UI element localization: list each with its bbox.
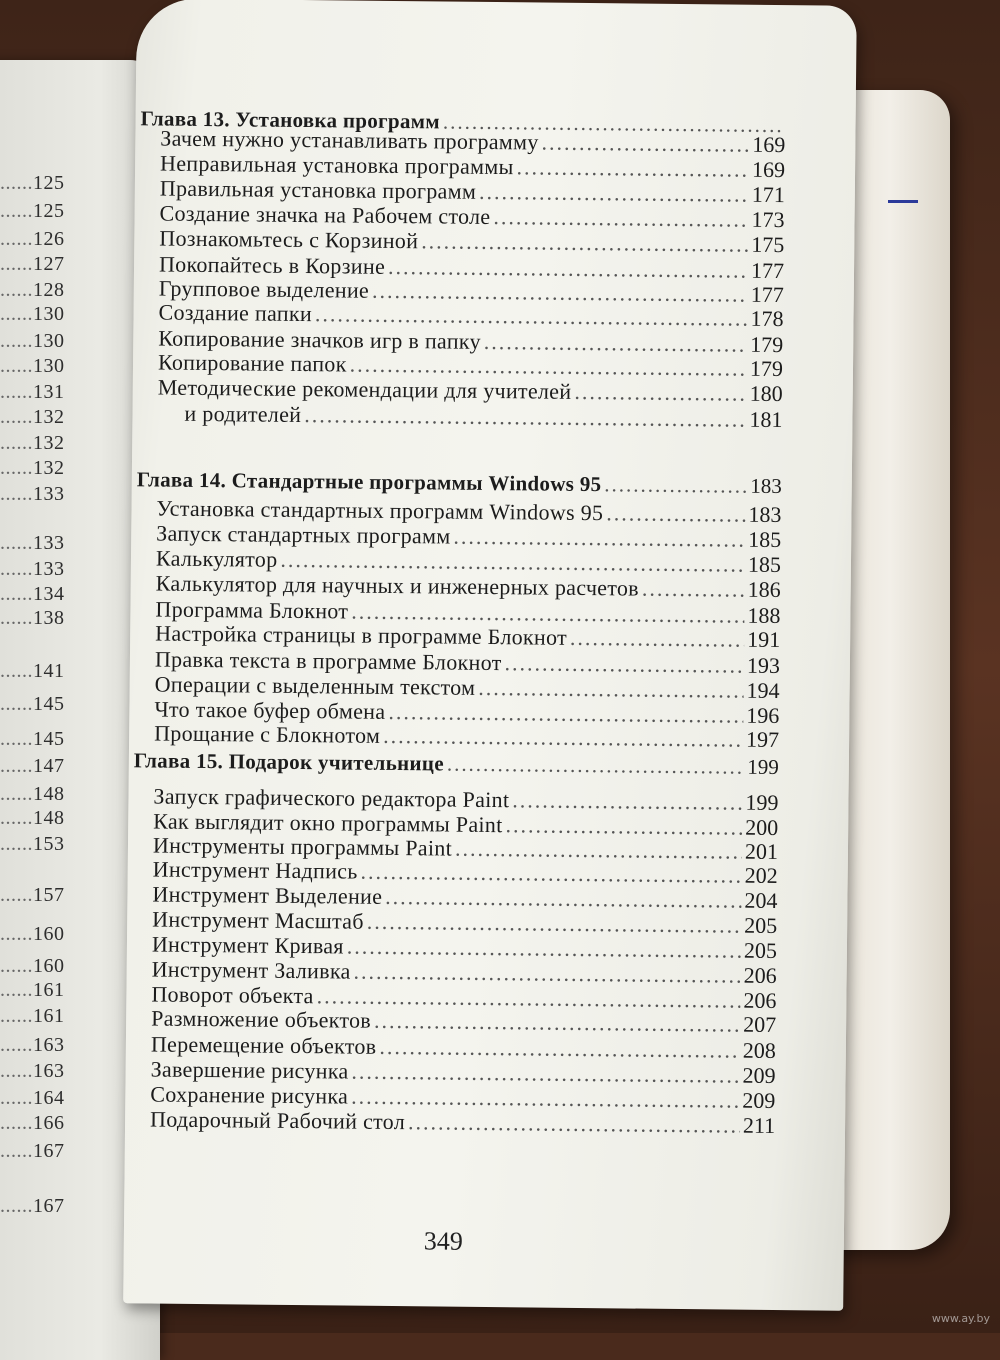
- right-page: [123, 0, 857, 1311]
- left-page-number: [0, 607, 120, 630]
- toc-entry-title: Настройка страницы в программе Блокнот: [155, 620, 568, 650]
- leader-dots: ......: [0, 432, 33, 454]
- chapter-heading-page: 199: [747, 754, 779, 780]
- leader-dots: ......: [0, 1087, 33, 1109]
- toc-entry-title: Завершение рисунка: [150, 1056, 349, 1084]
- toc-entry-title: Поворот объекта: [151, 981, 314, 1009]
- leader-dots: ......: [0, 607, 33, 629]
- left-page-number: [0, 955, 120, 978]
- leader-dots: ......: [0, 1112, 33, 1134]
- left-page-number: [0, 1087, 120, 1110]
- toc-entry-page: 191: [747, 626, 781, 653]
- toc-entry-title: Что такое буфер обмена: [154, 696, 386, 724]
- toc-entry-page: 186: [747, 576, 781, 603]
- left-page-number: [0, 807, 120, 830]
- toc-entry-title: Правильная установка программ: [159, 175, 477, 204]
- left-page-number: [0, 783, 120, 806]
- page-ref: 141: [33, 660, 65, 682]
- leader-dots: ......: [0, 583, 33, 605]
- toc-entry-title: Неправильная установка программы: [159, 150, 514, 180]
- leader-dots: ......: [0, 532, 33, 554]
- toc-entry-title: Правка текста в программе Блокнот: [154, 646, 502, 676]
- toc-entry-page: 179: [750, 331, 784, 358]
- leader-dots: [541, 130, 749, 158]
- toc-entry-title: Копирование папок: [157, 349, 347, 377]
- toc-entry-page: 205: [744, 912, 778, 939]
- toc-entry-title: Групповое выделение: [158, 275, 370, 303]
- toc-entry-title: Инструмент Масштаб: [152, 906, 364, 934]
- page-ref: 153: [33, 833, 65, 855]
- leader-dots: [383, 723, 743, 753]
- leader-dots: ......: [0, 1034, 33, 1056]
- toc-entry-page: 202: [744, 862, 778, 889]
- toc-entry-title: Калькулятор для научных и инженерных расчетов: [155, 570, 640, 601]
- toc-entry-title: Установка стандартных программ Windows 95: [156, 495, 604, 526]
- page-ref: 130: [33, 355, 65, 377]
- toc-entry-page: 206: [743, 987, 777, 1014]
- toc-entry-title: Подарочный Рабочий стол: [149, 1106, 406, 1135]
- page-ref: 163: [33, 1060, 65, 1082]
- leader-dots: ......: [0, 1005, 33, 1027]
- toc-entry-page: 199: [745, 789, 779, 816]
- leader-dots: ......: [0, 755, 33, 777]
- toc-entry: [154, 720, 779, 753]
- leader-dots: ......: [0, 728, 33, 750]
- toc-entry-title: Перемещение объектов: [150, 1031, 377, 1059]
- page-ref: 161: [33, 979, 65, 1001]
- left-page-number: [0, 330, 120, 353]
- leader-dots: ......: [0, 955, 33, 977]
- toc-entry-title: Запуск стандартных программ: [156, 520, 451, 549]
- toc-entry-page: 211: [742, 1112, 776, 1139]
- chapter-heading-title: Глава 14. Стандартные программы Windows 95: [136, 467, 602, 497]
- toc-entry-page: 193: [746, 652, 781, 679]
- page-ref: 147: [33, 755, 65, 777]
- toc-entry-page: 180: [749, 380, 783, 407]
- toc-entry-page: 185: [748, 526, 782, 553]
- leader-dots: [574, 379, 747, 407]
- toc-entry-title: Создание папки: [158, 299, 313, 327]
- leader-dots: ......: [0, 1195, 33, 1217]
- toc-entry-title: и родителей: [184, 400, 302, 428]
- toc-entry-title: Познакомьтесь с Корзиной: [159, 225, 419, 254]
- leader-dots: [374, 1008, 740, 1038]
- chapter-heading: [137, 467, 782, 499]
- leader-dots: ......: [0, 303, 33, 325]
- page-ref: 167: [33, 1140, 65, 1162]
- leader-dots: [421, 228, 748, 257]
- left-page-number: [0, 355, 120, 378]
- toc-entry-page: 179: [749, 355, 784, 382]
- toc-entry-title: Инструмент Выделение: [152, 881, 383, 909]
- chapter-heading-page: 183: [750, 473, 782, 499]
- page-ref: 132: [33, 457, 65, 479]
- left-page-number: [0, 1005, 120, 1028]
- leader-dots: ......: [0, 660, 33, 682]
- toc-entry-page: 177: [750, 281, 784, 308]
- page-ref: 134: [33, 583, 65, 605]
- leader-dots: ......: [0, 1140, 33, 1162]
- left-page-number: [0, 728, 120, 751]
- left-page-number: [0, 172, 120, 195]
- page-ref: 160: [33, 923, 65, 945]
- page-ref: 160: [33, 955, 65, 977]
- toc-entry-page: 175: [751, 231, 785, 258]
- leader-dots: ......: [0, 330, 33, 352]
- left-page-number: [0, 432, 120, 455]
- toc-entry-page: 194: [746, 677, 780, 704]
- page-ref: 130: [33, 330, 65, 352]
- leader-dots: ......: [0, 833, 33, 855]
- toc-entry-title: Как выглядит окно программы Paint: [153, 808, 503, 838]
- toc-entry-page: 207: [743, 1011, 777, 1038]
- left-page-number: [0, 279, 120, 302]
- leader-dots: ......: [0, 783, 33, 805]
- left-page-number: [0, 303, 120, 326]
- left-page-number: [0, 381, 120, 404]
- leader-dots: [642, 576, 745, 603]
- page-ref: 132: [33, 406, 65, 428]
- leader-dots: [606, 500, 745, 527]
- toc-entry-page: 183: [748, 501, 782, 528]
- toc-entry-page: 209: [742, 1062, 776, 1089]
- left-page-number: [0, 1034, 120, 1057]
- left-page-number: [0, 532, 120, 555]
- page-ref: 132: [33, 432, 65, 454]
- toc-entry-page: 181: [749, 406, 783, 433]
- toc-entry-page: 205: [743, 937, 778, 964]
- toc-entry-page: 178: [750, 305, 784, 332]
- page-ref: 167: [33, 1195, 65, 1217]
- toc-entry-page: 196: [746, 702, 780, 729]
- page-ref: 127: [33, 253, 65, 275]
- toc-entry-page: 171: [751, 181, 785, 208]
- leader-dots: ......: [0, 457, 33, 479]
- page-ref: 138: [33, 607, 65, 629]
- page-ref: 131: [33, 381, 65, 403]
- toc-entry-page: 169: [752, 131, 786, 158]
- left-page-number: [0, 979, 120, 1002]
- toc-entry: [150, 1106, 775, 1139]
- page-ref: 126: [33, 228, 65, 250]
- toc-entry-title: Зачем нужно устанавливать программу: [160, 125, 539, 155]
- left-page-number: [0, 1060, 120, 1083]
- left-page-number: [0, 1140, 120, 1163]
- toc-entry-page: 173: [751, 206, 785, 233]
- left-page-number: [0, 833, 120, 856]
- watermark: www.ay.by: [931, 1312, 990, 1325]
- left-page-number: [0, 228, 120, 251]
- page-number: 349: [423, 1226, 464, 1256]
- page-ref: 161: [33, 1005, 65, 1027]
- leader-dots: ......: [0, 355, 33, 377]
- leader-dots: ......: [0, 884, 33, 906]
- toc-entry-page: 201: [744, 838, 779, 865]
- toc-entry-title: Создание значка на Рабочем столе: [159, 200, 491, 229]
- toc-entry-title: Инструменты программы Paint: [152, 832, 453, 861]
- leader-dots: ......: [0, 381, 33, 403]
- page-ref: 145: [33, 693, 65, 715]
- toc-entry-title: Прощание с Блокнотом: [154, 720, 381, 748]
- toc-entry-title: Инструмент Кривая: [151, 931, 344, 959]
- leader-dots: [504, 650, 744, 679]
- page-ref: 163: [33, 1034, 65, 1056]
- leader-dots: ......: [0, 693, 33, 715]
- toc-entry-title: Сохранение рисунка: [150, 1081, 349, 1109]
- left-page-number: [0, 1195, 120, 1218]
- toc-entry-title: Инструмент Заливка: [151, 956, 351, 984]
- leader-dots: [604, 472, 747, 498]
- toc-entry-page: 200: [745, 814, 779, 841]
- leader-dots: ......: [0, 558, 33, 580]
- leader-dots: [570, 625, 744, 653]
- page-ref: 145: [33, 728, 65, 750]
- left-page-number: [0, 884, 120, 907]
- toc-entry-title: Копирование значков игр в папку: [158, 325, 481, 354]
- leader-dots: ......: [0, 200, 33, 222]
- leader-dots: [512, 787, 742, 815]
- toc-entry-title: Калькулятор: [155, 545, 278, 572]
- toc-entry-page: 209: [742, 1087, 776, 1114]
- page-ref: 166: [33, 1112, 65, 1134]
- page-ref: 148: [33, 783, 65, 805]
- toc-entry-page: 208: [742, 1037, 776, 1064]
- toc-entry-page: 188: [747, 602, 781, 629]
- toc-entry-page: 185: [747, 551, 782, 578]
- page-ref: 130: [33, 303, 65, 325]
- left-page-number: [0, 457, 120, 480]
- page-ref: 125: [33, 200, 65, 222]
- blue-mark: [888, 200, 918, 203]
- leader-dots: [447, 752, 745, 780]
- toc-entry-page: 206: [743, 962, 777, 989]
- left-page-number: [0, 558, 120, 581]
- leader-dots: [304, 402, 746, 433]
- chapter-heading-title: Глава 15. Подарок учительнице: [133, 748, 445, 776]
- toc-entry-title: Запуск графического редактора Paint: [153, 783, 510, 813]
- leader-dots: ......: [0, 483, 33, 505]
- leader-dots: ......: [0, 279, 33, 301]
- toc-entry-title: Размножение объектов: [151, 1005, 372, 1033]
- toc-entry-title: Операции с выделенным текстом: [154, 671, 476, 700]
- toc-entry-page: 169: [751, 156, 786, 183]
- toc-entry: [184, 401, 782, 433]
- page-ref: 157: [33, 884, 65, 906]
- leader-dots: ......: [0, 807, 33, 829]
- left-page-number: [0, 923, 120, 946]
- toc-entry-title: Программа Блокнот: [155, 596, 349, 624]
- page-ref: 164: [33, 1087, 65, 1109]
- page-ref: 133: [33, 483, 65, 505]
- leader-dots: ......: [0, 228, 33, 250]
- left-page-number: [0, 693, 120, 716]
- chapter-heading: [134, 748, 779, 780]
- leader-dots: [408, 1109, 740, 1138]
- leader-dots: [493, 204, 748, 233]
- left-page-number: [0, 755, 120, 778]
- chapter-heading-title: Глава 13. Установка программ: [140, 106, 441, 134]
- toc-entry-title: Инструмент Надпись: [152, 856, 358, 884]
- leader-dots: ......: [0, 923, 33, 945]
- page-ref: 148: [33, 807, 65, 829]
- left-page-number: [0, 406, 120, 429]
- left-page-number: [0, 583, 120, 606]
- page-ref: 133: [33, 532, 65, 554]
- page-ref: 133: [33, 558, 65, 580]
- page-ref: 128: [33, 279, 65, 301]
- toc-entry-page: 204: [744, 887, 778, 914]
- leader-dots: ......: [0, 253, 33, 275]
- leader-dots: ......: [0, 979, 33, 1001]
- left-page-number: [0, 200, 120, 223]
- page-ref: 125: [33, 172, 65, 194]
- left-page-number: [0, 660, 120, 683]
- left-page-number: [0, 1112, 120, 1135]
- toc-entry-page: 197: [745, 726, 780, 753]
- toc-entry-page: 177: [750, 257, 785, 284]
- toc-entry-title: Методические рекомендации для учителей: [157, 374, 572, 404]
- leader-dots: [516, 154, 749, 182]
- leader-dots: ......: [0, 1060, 33, 1082]
- toc-entry-title: Покопайтесь в Корзине: [158, 251, 386, 279]
- leader-dots: ......: [0, 406, 33, 428]
- left-page-number: [0, 253, 120, 276]
- left-page-number: [0, 483, 120, 506]
- leader-dots: ......: [0, 172, 33, 194]
